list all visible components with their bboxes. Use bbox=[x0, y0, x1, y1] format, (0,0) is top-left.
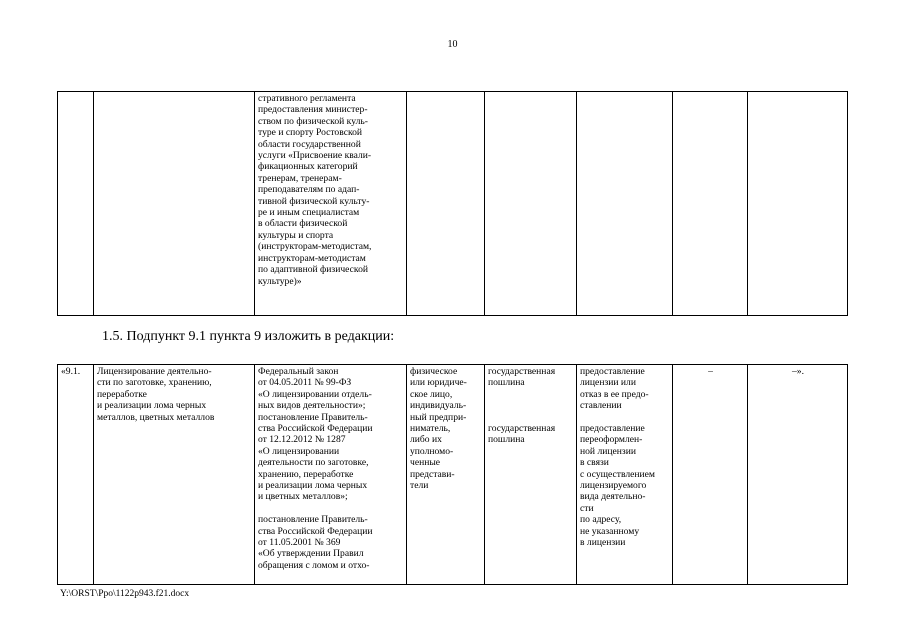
text-line: предоставление bbox=[580, 366, 645, 377]
text-line: обращения с ломом и отхо- bbox=[258, 559, 370, 571]
table-cell-applicant bbox=[407, 365, 485, 585]
table-cell bbox=[94, 92, 255, 316]
text-line: ское лицо, bbox=[410, 388, 453, 400]
text-line: с осуществлением bbox=[580, 468, 656, 480]
text-line: от 12.12.2012 № 1287 bbox=[258, 434, 346, 446]
text-line: государственная bbox=[488, 422, 556, 434]
text-line: по адаптивной физической bbox=[258, 264, 369, 276]
text-line: переоформлен- bbox=[580, 434, 643, 446]
table-cell bbox=[673, 92, 748, 316]
table-cell-result bbox=[577, 365, 673, 585]
text-line: ре и иным специалистам bbox=[258, 207, 360, 219]
text-line: сти по заготовке, хранению, bbox=[97, 377, 212, 389]
text-line bbox=[488, 400, 574, 411]
text-line: хранению, переработке bbox=[258, 468, 354, 480]
table-cell bbox=[407, 92, 485, 316]
table-row bbox=[58, 365, 848, 585]
continuation-table bbox=[57, 91, 848, 316]
text-line: в лицензии bbox=[580, 537, 626, 549]
text-line: пошлина bbox=[488, 377, 525, 389]
text-line: деятельности по заготовке, bbox=[258, 457, 369, 469]
text-line: ниматель, bbox=[410, 423, 451, 435]
text-line: не указанному bbox=[580, 525, 640, 537]
text-line: ства Российской Федерации bbox=[258, 525, 373, 537]
text-line: ный предпри- bbox=[410, 411, 467, 423]
table-cell-dash bbox=[673, 365, 748, 585]
text-line: постановление Правитель- bbox=[258, 514, 368, 526]
text-line: преподавателям по адап- bbox=[258, 184, 360, 196]
footer-file-path: Y:\ORST\Ppo\1122p943.f21.docx bbox=[60, 589, 190, 599]
text-line: уполномо- bbox=[410, 445, 454, 457]
text-line: ной лицензии bbox=[580, 445, 636, 457]
text-line: и реализации лома черных bbox=[97, 400, 207, 412]
text-line: «О лицензировании отдель- bbox=[258, 388, 372, 400]
text-line: культуры и спорта bbox=[258, 229, 334, 241]
text-line: вида деятельно- bbox=[580, 491, 646, 503]
table-cell-number bbox=[58, 365, 94, 585]
table-cell bbox=[577, 92, 673, 316]
text-line bbox=[580, 412, 670, 423]
table-cell bbox=[748, 92, 848, 316]
text-line: в связи bbox=[580, 457, 609, 469]
text-line: «О лицензировании bbox=[258, 445, 340, 457]
text-line: и цветных металлов»; bbox=[258, 491, 348, 503]
table-cell-closing bbox=[748, 365, 848, 585]
text-line bbox=[488, 412, 574, 423]
text-line: и реализации лома черных bbox=[258, 480, 368, 492]
text-line: тренерам, тренерам- bbox=[258, 172, 342, 184]
section-heading: 1.5. Подпункт 9.1 пункта 9 изложить в редакции: bbox=[102, 329, 395, 344]
text-line: тивной физической культу- bbox=[258, 195, 370, 207]
text-line: по адресу, bbox=[580, 514, 622, 526]
table-cell-legal-basis bbox=[255, 365, 407, 585]
text-line: индивидуаль- bbox=[410, 400, 467, 412]
text-line: ных видов деятельности»; bbox=[258, 400, 366, 412]
text-line: в области физической bbox=[258, 218, 348, 230]
text-line: ченные bbox=[410, 457, 441, 469]
item-number: «9.1. bbox=[61, 366, 81, 377]
text-line: лицензируемого bbox=[580, 480, 647, 492]
text-line: пошлина bbox=[488, 434, 525, 446]
table-row bbox=[58, 92, 848, 316]
text-line: культуре)» bbox=[258, 275, 302, 287]
text-line: лицензии или bbox=[580, 377, 636, 389]
text-line: Лицензирование деятельно- bbox=[97, 366, 212, 377]
table-cell-legal-basis bbox=[255, 92, 407, 316]
text-line: от 11.05.2001 № 369 bbox=[258, 537, 341, 549]
text-line: ставлении bbox=[580, 400, 622, 412]
table-cell bbox=[58, 92, 94, 316]
text-line: металлов, цветных металлов bbox=[97, 411, 215, 423]
text-line: постановление Правитель- bbox=[258, 411, 368, 423]
text-line: отказ в ее предо- bbox=[580, 388, 649, 400]
table-cell bbox=[485, 92, 577, 316]
text-line: от 04.05.2011 № 99-ФЗ bbox=[258, 377, 352, 389]
text-line bbox=[258, 503, 404, 514]
text-line: Федеральный закон bbox=[258, 366, 339, 377]
dash-value: – bbox=[708, 366, 713, 377]
table-cell-fee bbox=[485, 365, 577, 585]
text-line: или юридиче- bbox=[410, 377, 467, 389]
text-line: области государственной bbox=[258, 138, 361, 150]
text-line: сти bbox=[580, 502, 594, 514]
text-line: физическое bbox=[410, 366, 458, 377]
text-line: представи- bbox=[410, 468, 455, 480]
text-line: туре и спорту Ростовской bbox=[258, 127, 363, 139]
table-cell-service-name bbox=[94, 365, 255, 585]
text-line: инструкторам-методистам bbox=[258, 252, 366, 264]
text-line: либо их bbox=[410, 434, 442, 446]
text-line: ством по физической куль- bbox=[258, 115, 368, 127]
text-line: услуги «Присвоение квали- bbox=[258, 150, 372, 162]
page-number: 10 bbox=[447, 39, 458, 50]
text-line: «Об утверждении Правил bbox=[258, 548, 364, 560]
text-line: тели bbox=[410, 480, 429, 492]
text-line: фикационных категорий bbox=[258, 161, 358, 173]
text-line: стративного регламента bbox=[258, 93, 356, 104]
text-line bbox=[488, 389, 574, 400]
closing-value: –». bbox=[792, 366, 804, 377]
text-line: предоставление bbox=[580, 423, 645, 435]
text-line: государственная bbox=[488, 366, 556, 377]
text-line: переработке bbox=[97, 388, 147, 400]
text-line: (инструкторам-методистам, bbox=[258, 241, 372, 253]
service-table bbox=[57, 364, 848, 585]
text-line: предоставления министер- bbox=[258, 104, 368, 116]
text-line: ства Российской Федерации bbox=[258, 423, 373, 435]
